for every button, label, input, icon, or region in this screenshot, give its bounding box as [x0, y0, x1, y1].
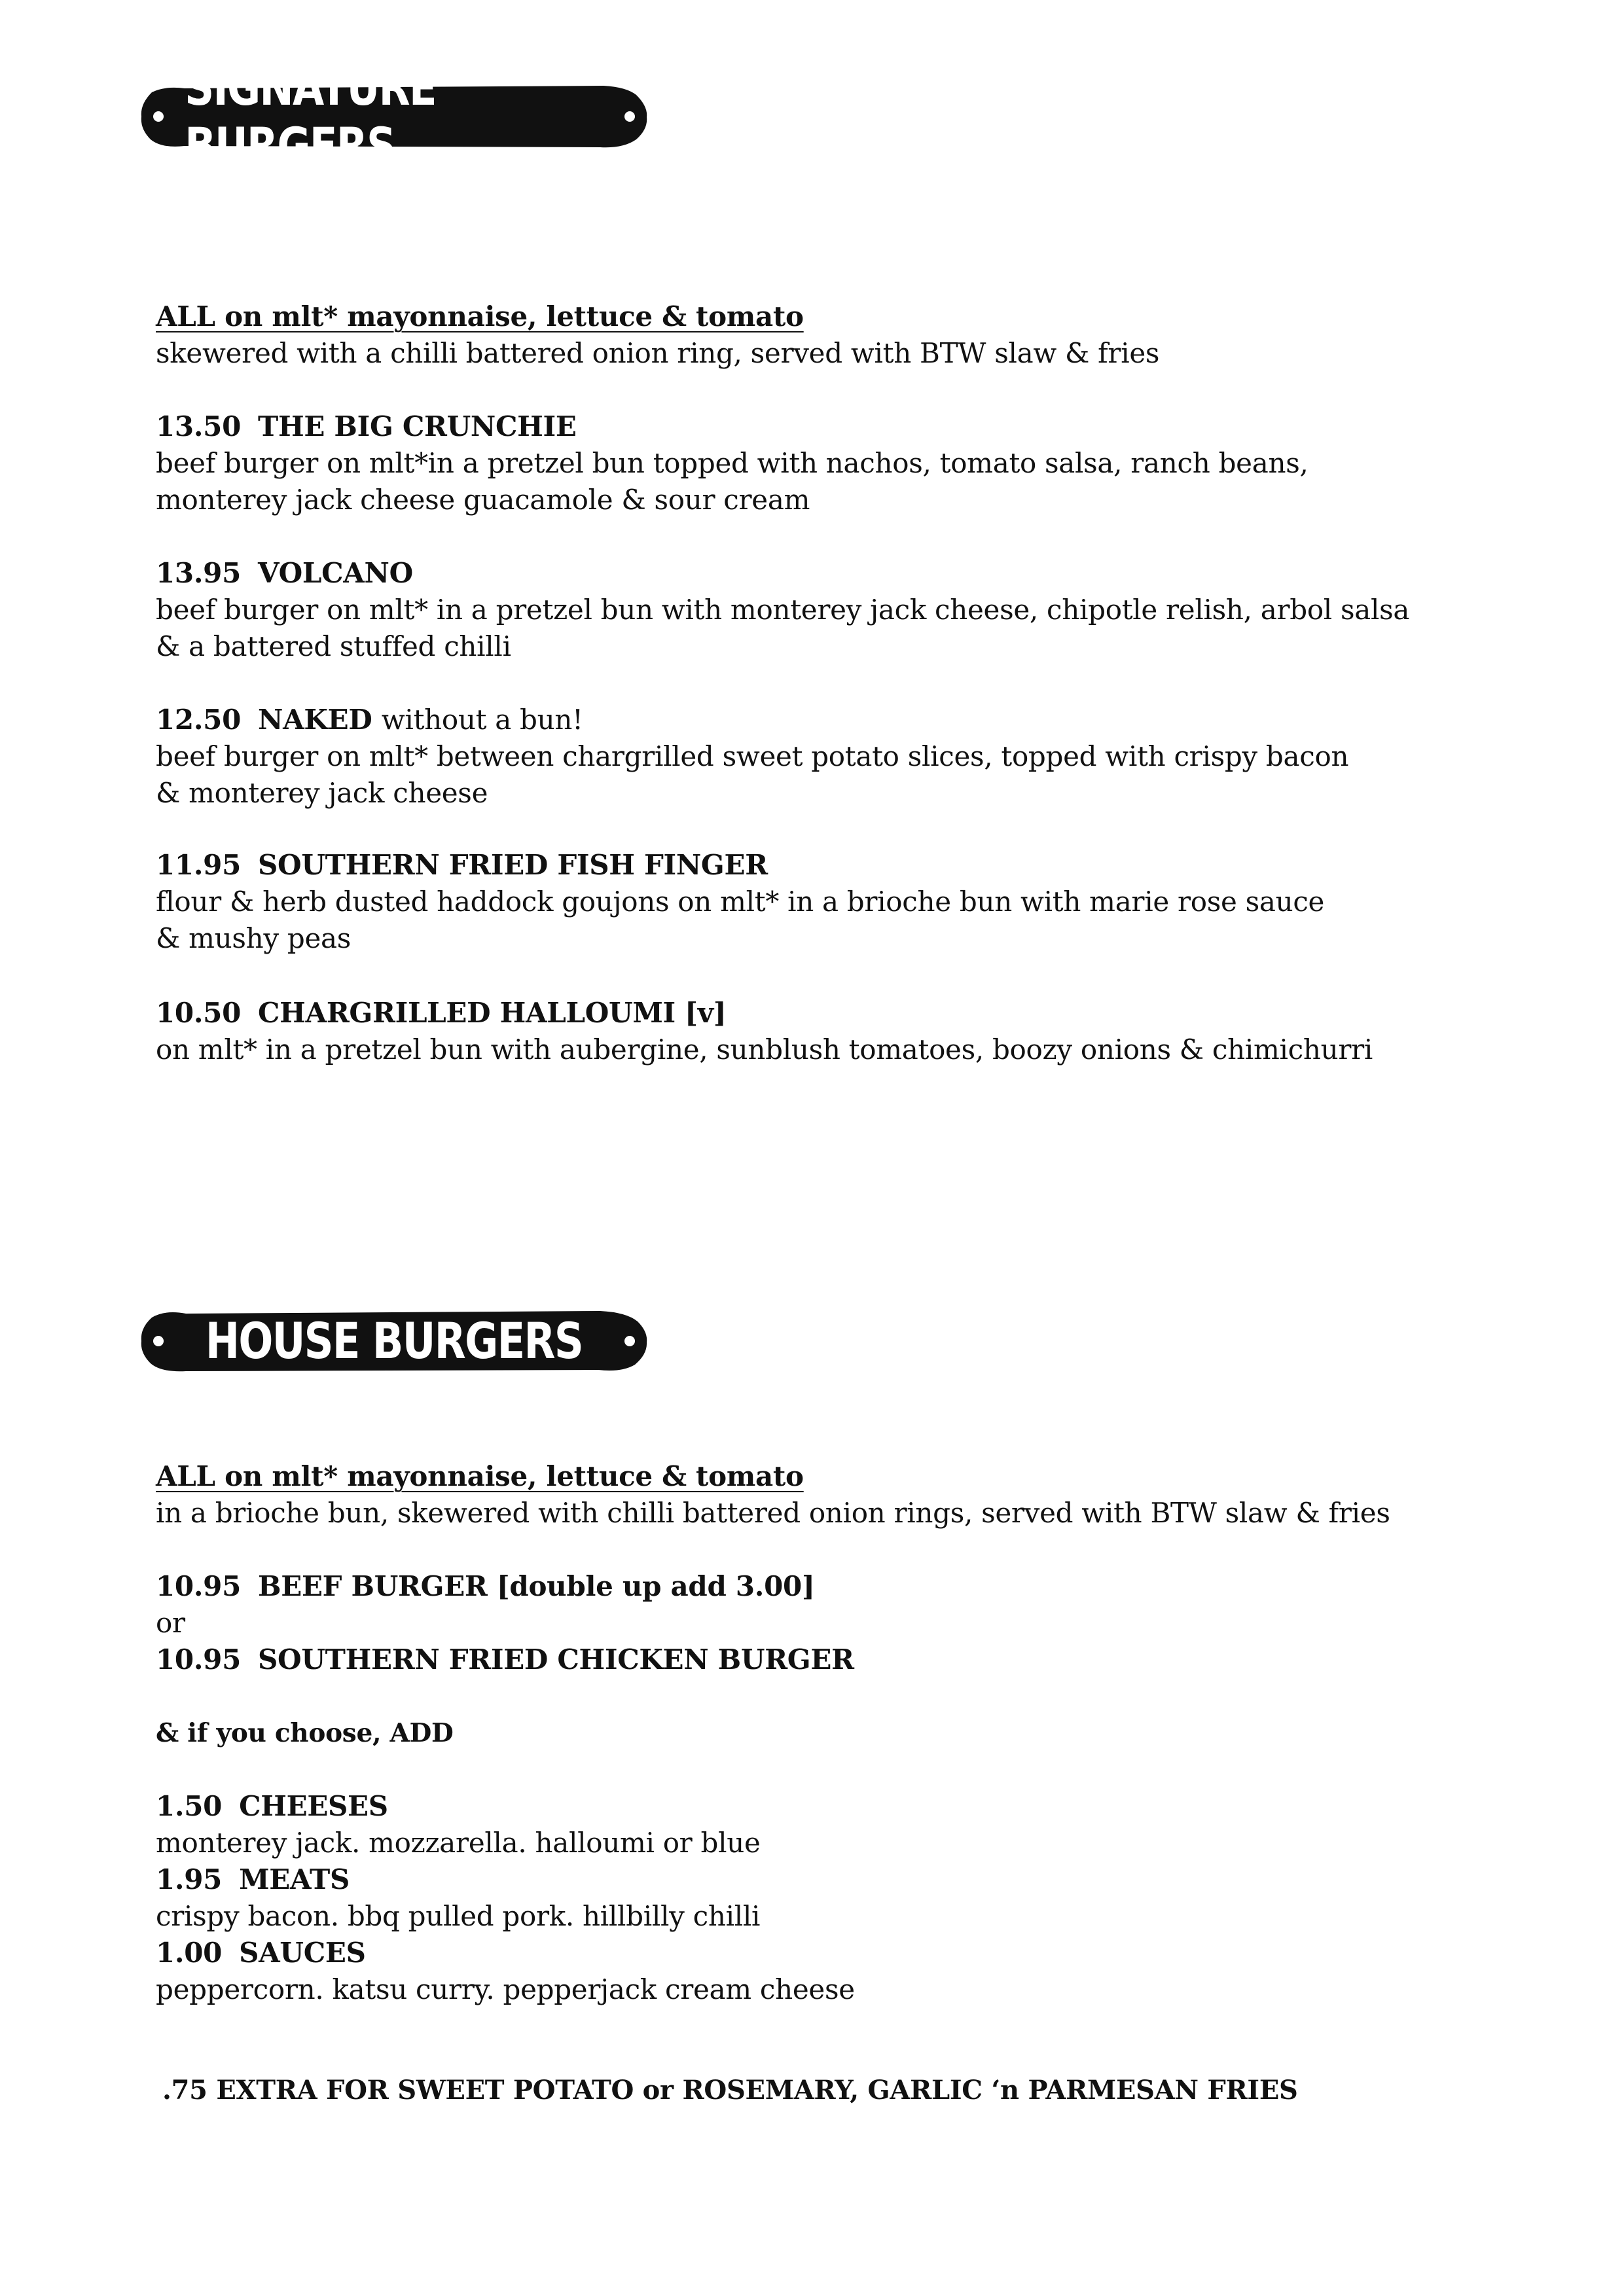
item-price: 11.95	[156, 849, 242, 881]
fries-footer: .75 EXTRA FOR SWEET POTATO or ROSEMARY, GARLIC ‘n PARMESAN FRIES	[162, 2075, 1298, 2106]
extra-name: CHEESES	[239, 1790, 388, 1822]
add-text: & if you choose, ADD	[156, 1718, 454, 1748]
or-text: or	[156, 1607, 185, 1639]
item-price: 10.95	[156, 1570, 242, 1602]
extra-name: SAUCES	[239, 1937, 366, 1969]
item-name: SOUTHERN FRIED FISH FINGER	[258, 849, 768, 881]
menu-item-title	[156, 408, 577, 445]
item-desc-line: & monterey jack cheese	[156, 777, 488, 809]
item-name: BEEF BURGER [double up add 3.00]	[258, 1570, 815, 1602]
item-desc-line: & a battered stuffed chilli	[156, 630, 511, 662]
item-desc-line: flour & herb dusted haddock goujons on mlt* in a brioche bun with marie rose sauce	[156, 886, 1325, 918]
extra-title	[156, 1935, 366, 1971]
extra-title	[156, 1861, 350, 1898]
signature-intro-text: skewered with a chilli battered onion ring, served with BTW slaw & fries	[156, 337, 1160, 369]
item-name: THE BIG CRUNCHIE	[258, 410, 577, 442]
menu-item-title	[156, 1641, 854, 1678]
item-desc-line: beef burger on mlt* in a pretzel bun with monterey jack cheese, chipotle relish, arbol salsa	[156, 594, 1410, 626]
extra-title	[156, 1788, 388, 1825]
item-desc-line: & mushy peas	[156, 922, 352, 954]
signature-banner	[139, 58, 649, 175]
house-intro-heading: ALL on mlt* mayonnaise, lettuce & tomato	[156, 1460, 804, 1492]
item-name: CHARGRILLED HALLOUMI [v]	[258, 997, 727, 1029]
item-desc-line: beef burger on mlt*in a pretzel bun topped with nachos, tomato salsa, ranch beans,	[156, 447, 1308, 479]
item-name: NAKED	[258, 704, 372, 736]
menu-item-title	[156, 702, 583, 738]
signature-title: SIGNATURE BURGERS	[185, 58, 436, 175]
extra-name: MEATS	[239, 1863, 350, 1895]
extra-price: 1.95	[156, 1863, 223, 1895]
house-title: HOUSE BURGERS	[205, 1311, 583, 1370]
item-price: 12.50	[156, 704, 242, 736]
signature-intro-heading: ALL on mlt* mayonnaise, lettuce & tomato	[156, 300, 804, 332]
extra-desc: peppercorn. katsu curry. pepperjack cream cheese	[156, 1973, 855, 2005]
item-price: 10.50	[156, 997, 242, 1029]
extra-desc: crispy bacon. bbq pulled pork. hillbilly chilli	[156, 1900, 761, 1932]
menu-item-title	[156, 847, 768, 884]
item-name: VOLCANO	[258, 557, 413, 589]
house-banner	[139, 1304, 649, 1376]
item-price: 13.95	[156, 557, 242, 589]
menu-item-title	[156, 555, 413, 592]
menu-item-title	[156, 1568, 815, 1605]
item-name: SOUTHERN FRIED CHICKEN BURGER	[258, 1643, 854, 1676]
house-intro-text: in a brioche bun, skewered with chilli battered onion rings, served with BTW slaw & fries	[156, 1497, 1390, 1529]
item-desc-line: beef burger on mlt* between chargrilled sweet potato slices, topped with crispy bacon	[156, 740, 1349, 772]
extra-price: 1.00	[156, 1937, 223, 1969]
item-suffix: without a bun!	[381, 704, 583, 736]
extra-desc: monterey jack. mozzarella. halloumi or blue	[156, 1827, 761, 1859]
item-price: 13.50	[156, 410, 242, 442]
item-price: 10.95	[156, 1643, 242, 1676]
item-desc-line: monterey jack cheese guacamole & sour cream	[156, 484, 810, 516]
extra-price: 1.50	[156, 1790, 223, 1822]
menu-item-title	[156, 995, 726, 1031]
item-desc-line: on mlt* in a pretzel bun with aubergine, sunblush tomatoes, boozy onions & chimichurri	[156, 1033, 1373, 1066]
